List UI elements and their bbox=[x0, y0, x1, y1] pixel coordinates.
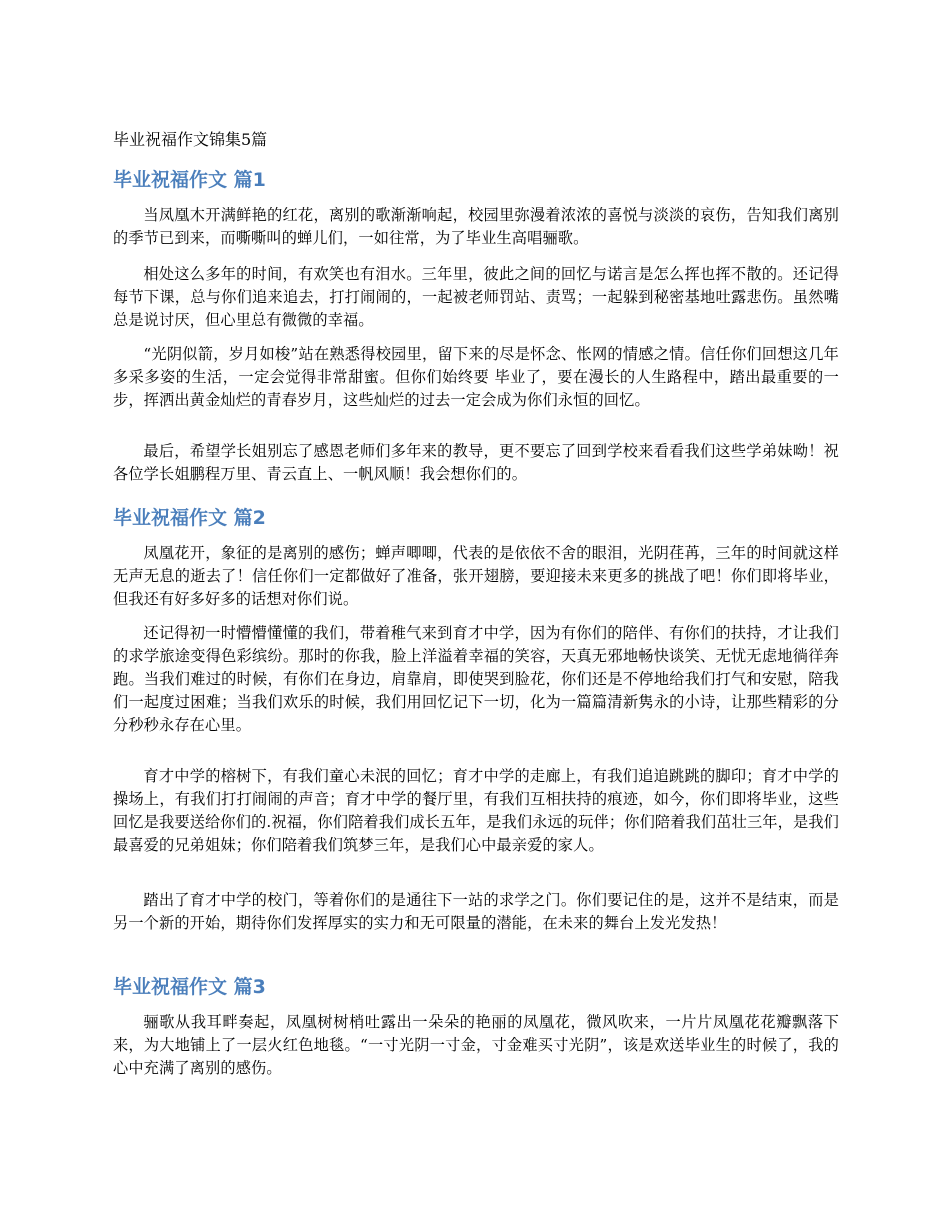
section-1-paragraph-2: 相处这么多年的时间，有欢笑也有泪水。三年里，彼此之间的回忆与诺言是怎么挥也挥不散的。还记得每节下课，总与你们追来追去，打打闹闹的，一起被老师罚站、责骂；一起躲到秘密基地吐露悲伤。虽然嘴总是说讨厌，但心里总有微微的幸福。 bbox=[113, 265, 839, 329]
section-heading-1: 毕业祝福作文 篇1 bbox=[113, 169, 266, 191]
section-2-paragraph-1: 凤凰花开，象征的是离别的感伤；蝉声唧唧，代表的是依依不舍的眼泪，光阴荏苒，三年的时间就这样无声无息的逝去了！信任你们一定都做好了准备，张开翅膀，要迎接未来更多的挑战了吧！你们即将毕业，但我还有好多好多的话想对你们说。 bbox=[113, 544, 839, 608]
section-1-paragraph-3: “光阴似箭，岁月如梭”站在熟悉得校园里，留下来的尽是怀念、怅网的情感之情。信任你们回想这几年多采多姿的生活，一定会觉得非常甜蜜。但你们始终要 毕业了，要在漫长的人生路程中，踏出最重要的一步，挥洒出黄金灿烂的青春岁月，这些灿烂的过去一定会成为你们永恒的回忆。 bbox=[113, 345, 839, 409]
section-2-paragraph-3: 育才中学的榕树下，有我们童心未泯的回忆；育才中学的走廊上，有我们追追跳跳的脚印；育才中学的操场上，有我们打打闹闹的声音；育才中学的餐厅里，有我们互相扶持的痕迹，如今，你们即将毕业，这些回忆是我要送给你们的.祝福，你们陪着我们成长五年，是我们永远的玩伴；你们陪着我们茁壮三年，是我们最喜爱的兄弟姐妹；你们陪着我们筑梦三年，是我们心中最亲爱的家人。 bbox=[113, 767, 839, 854]
section-1-paragraph-4: 最后，希望学长姐别忘了感恩老师们多年来的教导，更不要忘了回到学校来看看我们这些学弟妹呦！祝各位学长姐鹏程万里、青云直上、一帆风顺！我会想你们的。 bbox=[113, 442, 839, 483]
document-title: 毕业祝福作文锦集5篇 bbox=[113, 130, 268, 149]
section-heading-2: 毕业祝福作文 篇2 bbox=[113, 507, 266, 529]
section-2-paragraph-2: 还记得初一时懵懵懂懂的我们，带着稚气来到育才中学，因为有你们的陪伴、有你们的扶持，才让我们的求学旅途变得色彩缤纷。那时的你我，脸上洋溢着幸福的笑容，天真无邪地畅快谈笑、无忧无虑地徜徉奔跑。当我们难过的时候，有你们在身边，肩靠肩，即使哭到脸花，你们还是不停地给我们打气和安慰，陪我们一起度过困难；当我们欢乐的时候，我们用回忆记下一切，化为一篇篇清新隽永的小诗，让那些精彩的分分秒秒永存在心里。 bbox=[113, 624, 839, 734]
section-1-paragraph-1: 当凤凰木开满鲜艳的红花，离别的歌渐渐响起，校园里弥漫着浓浓的喜悦与淡淡的哀伤，告知我们离别的季节已到来，而嘶嘶叫的蝉儿们，一如往常，为了毕业生高唱骊歌。 bbox=[113, 206, 839, 247]
section-heading-3: 毕业祝福作文 篇3 bbox=[113, 976, 266, 998]
section-2-paragraph-4: 踏出了育才中学的校门，等着你们的是通往下一站的求学之门。你们要记住的是，这并不是结束，而是另一个新的开始，期待你们发挥厚实的实力和无可限量的潜能，在未来的舞台上发光发热！ bbox=[113, 891, 839, 932]
section-3-paragraph-1: 骊歌从我耳畔奏起，凤凰树树梢吐露出一朵朵的艳丽的凤凰花，微风吹来，一片片凤凰花花瓣飘落下来，为大地铺上了一层火红色地毯。“一寸光阴一寸金，寸金难买寸光阴”，该是欢送毕业生的时候了，我的心中充满了离别的感伤。 bbox=[113, 1013, 839, 1077]
